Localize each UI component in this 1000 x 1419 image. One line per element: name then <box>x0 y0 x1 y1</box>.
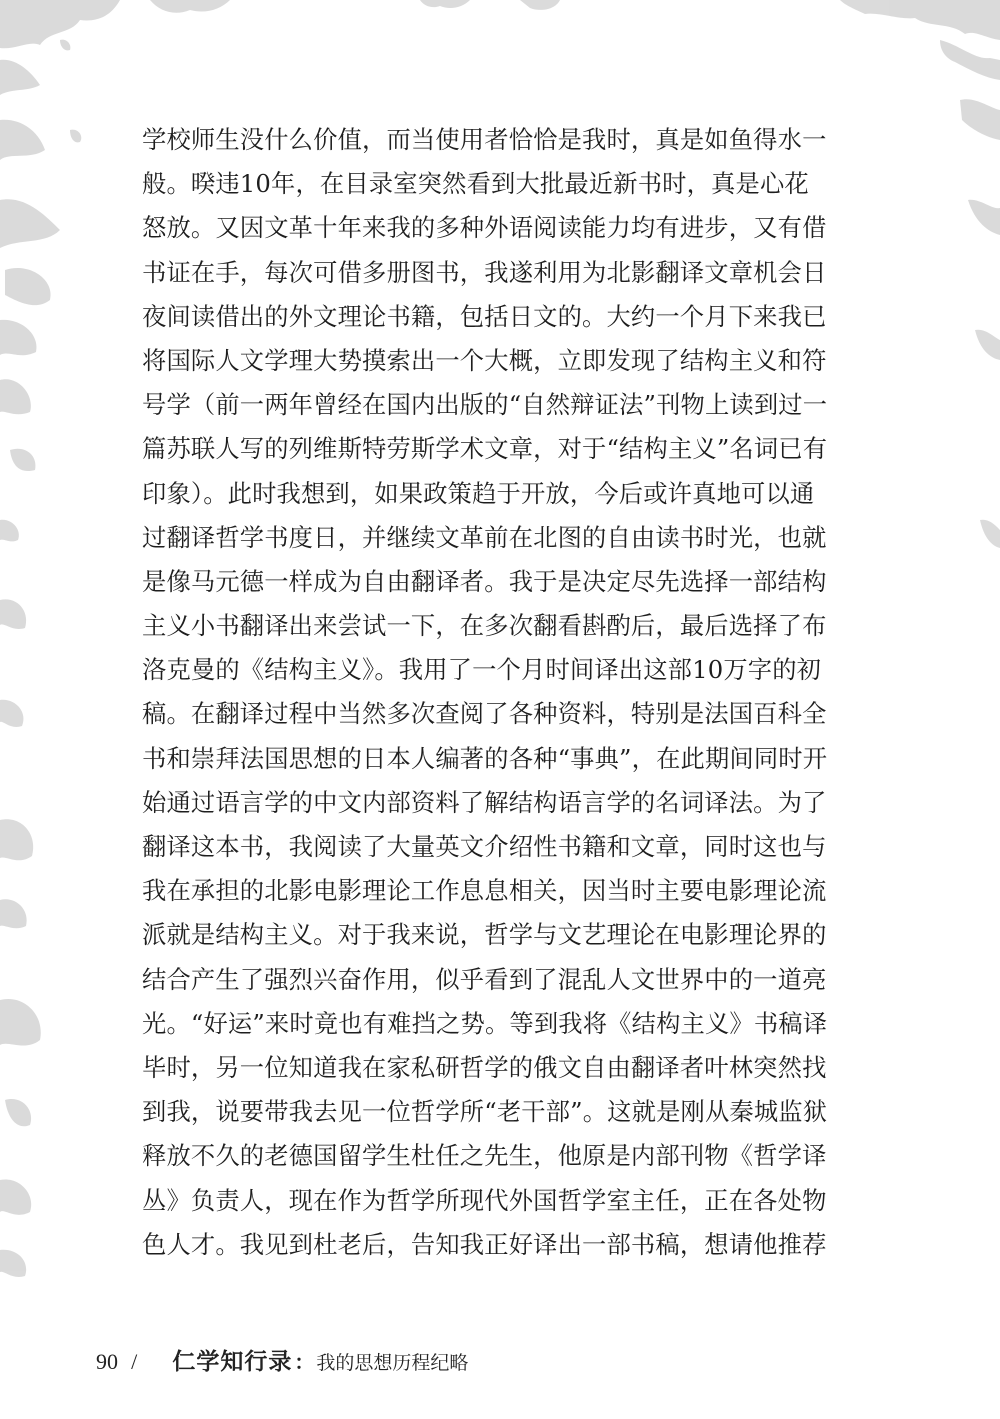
running-subtitle: 我的思想历程纪略 <box>316 1352 469 1374</box>
text-line: 书证在手，每次可借多册图书，我遂利用为北影翻译文章机会日 <box>142 257 827 287</box>
text-line: 到我，说要带我去见一位哲学所“老干部”。这就是刚从秦城监狱 <box>142 1097 828 1127</box>
text-line: 色人才。我见到杜老后，告知我正好译出一部书稿，想请他推荐 <box>142 1229 827 1259</box>
text-line: 翻译这本书，我阅读了大量英文介绍性书籍和文章，同时这也与 <box>142 832 827 861</box>
text-line: 是像马元德一样成为自由翻译者。我于是决定尽先选择一部结构 <box>142 566 827 596</box>
text-line: 过翻译哲学书度日，并继续文革前在北图的自由读书时光，也就 <box>142 522 827 552</box>
text-line: 般。暌违10年，在目录室突然看到大批最近新书时，真是心花 <box>142 169 809 199</box>
text-line: 号学（前一两年曾经在国内出版的“自然辩证法”刊物上读到过一 <box>142 390 828 420</box>
text-line: 稿。在翻译过程中当然多次查阅了各种资料，特别是法国百科全 <box>142 699 827 729</box>
text-line: 怒放。又因文革十年来我的多种外语阅读能力均有进步，又有借 <box>142 213 827 243</box>
text-line: 夜间读借出的外文理论书籍，包括日文的。大约一个月下来我已 <box>142 301 827 331</box>
text-line: 我在承担的北影电影理论工作息息相关，因当时主要电影理论流 <box>142 876 827 906</box>
text-line: 派就是结构主义。对于我来说，哲学与文艺理论在电影理论界的 <box>142 920 827 950</box>
body-text <box>142 118 854 1267</box>
text-line: 印象）。此时我想到，如果政策趋于开放，今后或许真地可以通 <box>142 478 815 508</box>
text-line: 始通过语言学的中文内部资料了解结构语言学的名词译法。为了 <box>142 787 827 817</box>
text-line: 将国际人文学理大势摸索出一个大概，立即发现了结构主义和符 <box>142 345 827 375</box>
text-line: 结合产生了强烈兴奋作用，似乎看到了混乱人文世界中的一道亮 <box>142 964 827 994</box>
text-line: 光。“好运”来时竟也有难挡之势。等到我将《结构主义》书稿译 <box>142 1008 828 1038</box>
text-line: 释放不久的老德国留学生杜任之先生，他原是内部刊物《哲学译 <box>142 1141 827 1171</box>
title-colon: ： <box>294 1350 315 1374</box>
page-number: 90 <box>96 1349 118 1374</box>
text-line: 学校师生没什么价值，而当使用者恰恰是我时，真是如鱼得水一 <box>142 125 827 154</box>
text-line: 丛》负责人，现在作为哲学所现代外国哲学室主任，正在各处物 <box>142 1185 827 1215</box>
text-line: 书和崇拜法国思想的日本人编著的各种“事典”，在此期间同时开 <box>142 743 828 773</box>
text-line: 洛克曼的《结构主义》。我用了一个月时间译出这部10万字的初 <box>142 655 822 685</box>
running-book-title: 仁学知行录 <box>172 1348 293 1375</box>
page-footer <box>96 1347 468 1377</box>
footer-separator: / <box>131 1349 138 1374</box>
text-line: 主义小书翻译出来尝试一下，在多次翻看斟酌后，最后选择了布 <box>142 611 827 641</box>
text-line: 毕时，另一位知道我在家私研哲学的俄文自由翻译者叶林突然找 <box>142 1052 827 1082</box>
text-line: 篇苏联人写的列维斯特劳斯学术文章，对于“结构主义”名词已有 <box>142 434 828 464</box>
